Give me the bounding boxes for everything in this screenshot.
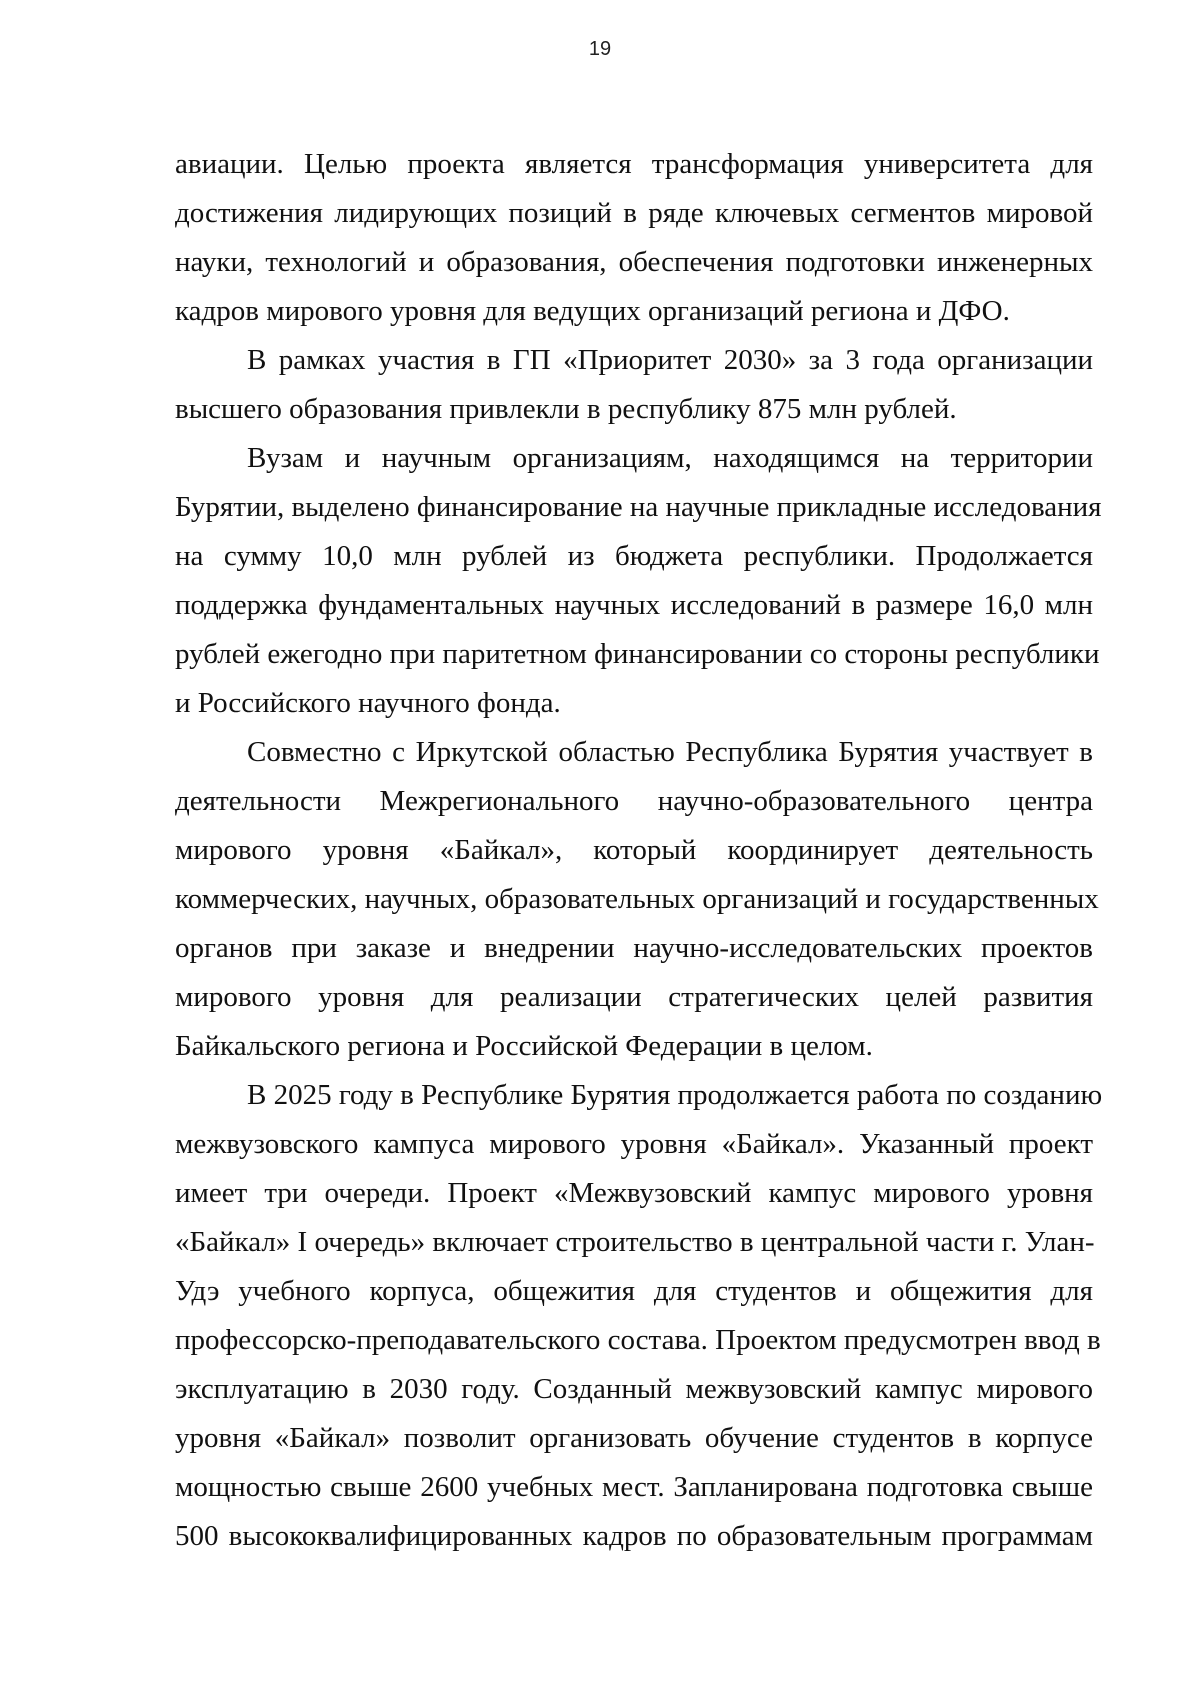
text-line: на сумму 10,0 млн рублей из бюджета республики. Продолжается (175, 540, 1093, 572)
text-line: рублей ежегодно при паритетном финансировании со стороны республики (175, 638, 1100, 670)
text-line: мощностью свыше 2600 учебных мест. Запланирована подготовка свыше (175, 1471, 1093, 1503)
document-body (175, 140, 1103, 1561)
text-line: 500 высококвалифицированных кадров по образовательным программам (175, 1520, 1093, 1552)
text-line: «Байкал» I очередь» включает строительство в центральной части г. Улан- (175, 1226, 1095, 1258)
text-line: авиации. Целью проекта является трансформация университета для (175, 148, 1093, 180)
text-line: мирового уровня для реализации стратегических целей развития (175, 981, 1093, 1013)
text-line: уровня «Байкал» позволит организовать обучение студентов в корпусе (175, 1422, 1093, 1454)
text-line: поддержка фундаментальных научных исследований в размере 16,0 млн (175, 589, 1093, 621)
paragraph (175, 140, 1093, 336)
paragraph (175, 1071, 1103, 1561)
text-line: Байкальского региона и Российской Федерации в целом. (175, 1030, 873, 1062)
text-line: деятельности Межрегионального научно-образовательного центра (175, 785, 1093, 817)
text-line: В рамках участия в ГП «Приоритет 2030» за 3 года организации (247, 344, 1093, 376)
text-line: коммерческих, научных, образовательных организаций и государственных (175, 883, 1099, 915)
text-line: и Российского научного фонда. (175, 687, 561, 719)
paragraph (175, 434, 1102, 728)
text-line: Вузам и научным организациям, находящимся на территории (247, 442, 1093, 474)
text-line: высшего образования привлекли в республику 875 млн рублей. (175, 393, 957, 425)
text-line: Совместно с Иркутской областью Республика Бурятия участвует в (247, 736, 1093, 768)
text-line: имеет три очереди. Проект «Межвузовский кампус мирового уровня (175, 1177, 1093, 1209)
text-line: эксплуатацию в 2030 году. Созданный межвузовский кампус мирового (175, 1373, 1093, 1405)
text-line: органов при заказе и внедрении научно-исследовательских проектов (175, 932, 1093, 964)
text-line: достижения лидирующих позиций в ряде ключевых сегментов мировой (175, 197, 1093, 229)
paragraph (175, 728, 1099, 1071)
page-number: 19 (588, 38, 612, 60)
text-line: кадров мирового уровня для ведущих организаций региона и ДФО. (175, 295, 1010, 327)
text-line: науки, технологий и образования, обеспечения подготовки инженерных (175, 246, 1093, 278)
text-line: мирового уровня «Байкал», который координирует деятельность (175, 834, 1093, 866)
text-line: Бурятии, выделено финансирование на научные прикладные исследования (175, 491, 1102, 523)
text-line: межвузовского кампуса мирового уровня «Байкал». Указанный проект (175, 1128, 1093, 1160)
paragraph (175, 336, 1093, 434)
text-line: Удэ учебного корпуса, общежития для студентов и общежития для (175, 1275, 1093, 1307)
text-line: профессорско-преподавательского состава. Проектом предусмотрен ввод в (175, 1324, 1101, 1356)
text-line: В 2025 году в Республике Бурятия продолжается работа по созданию (247, 1079, 1103, 1111)
